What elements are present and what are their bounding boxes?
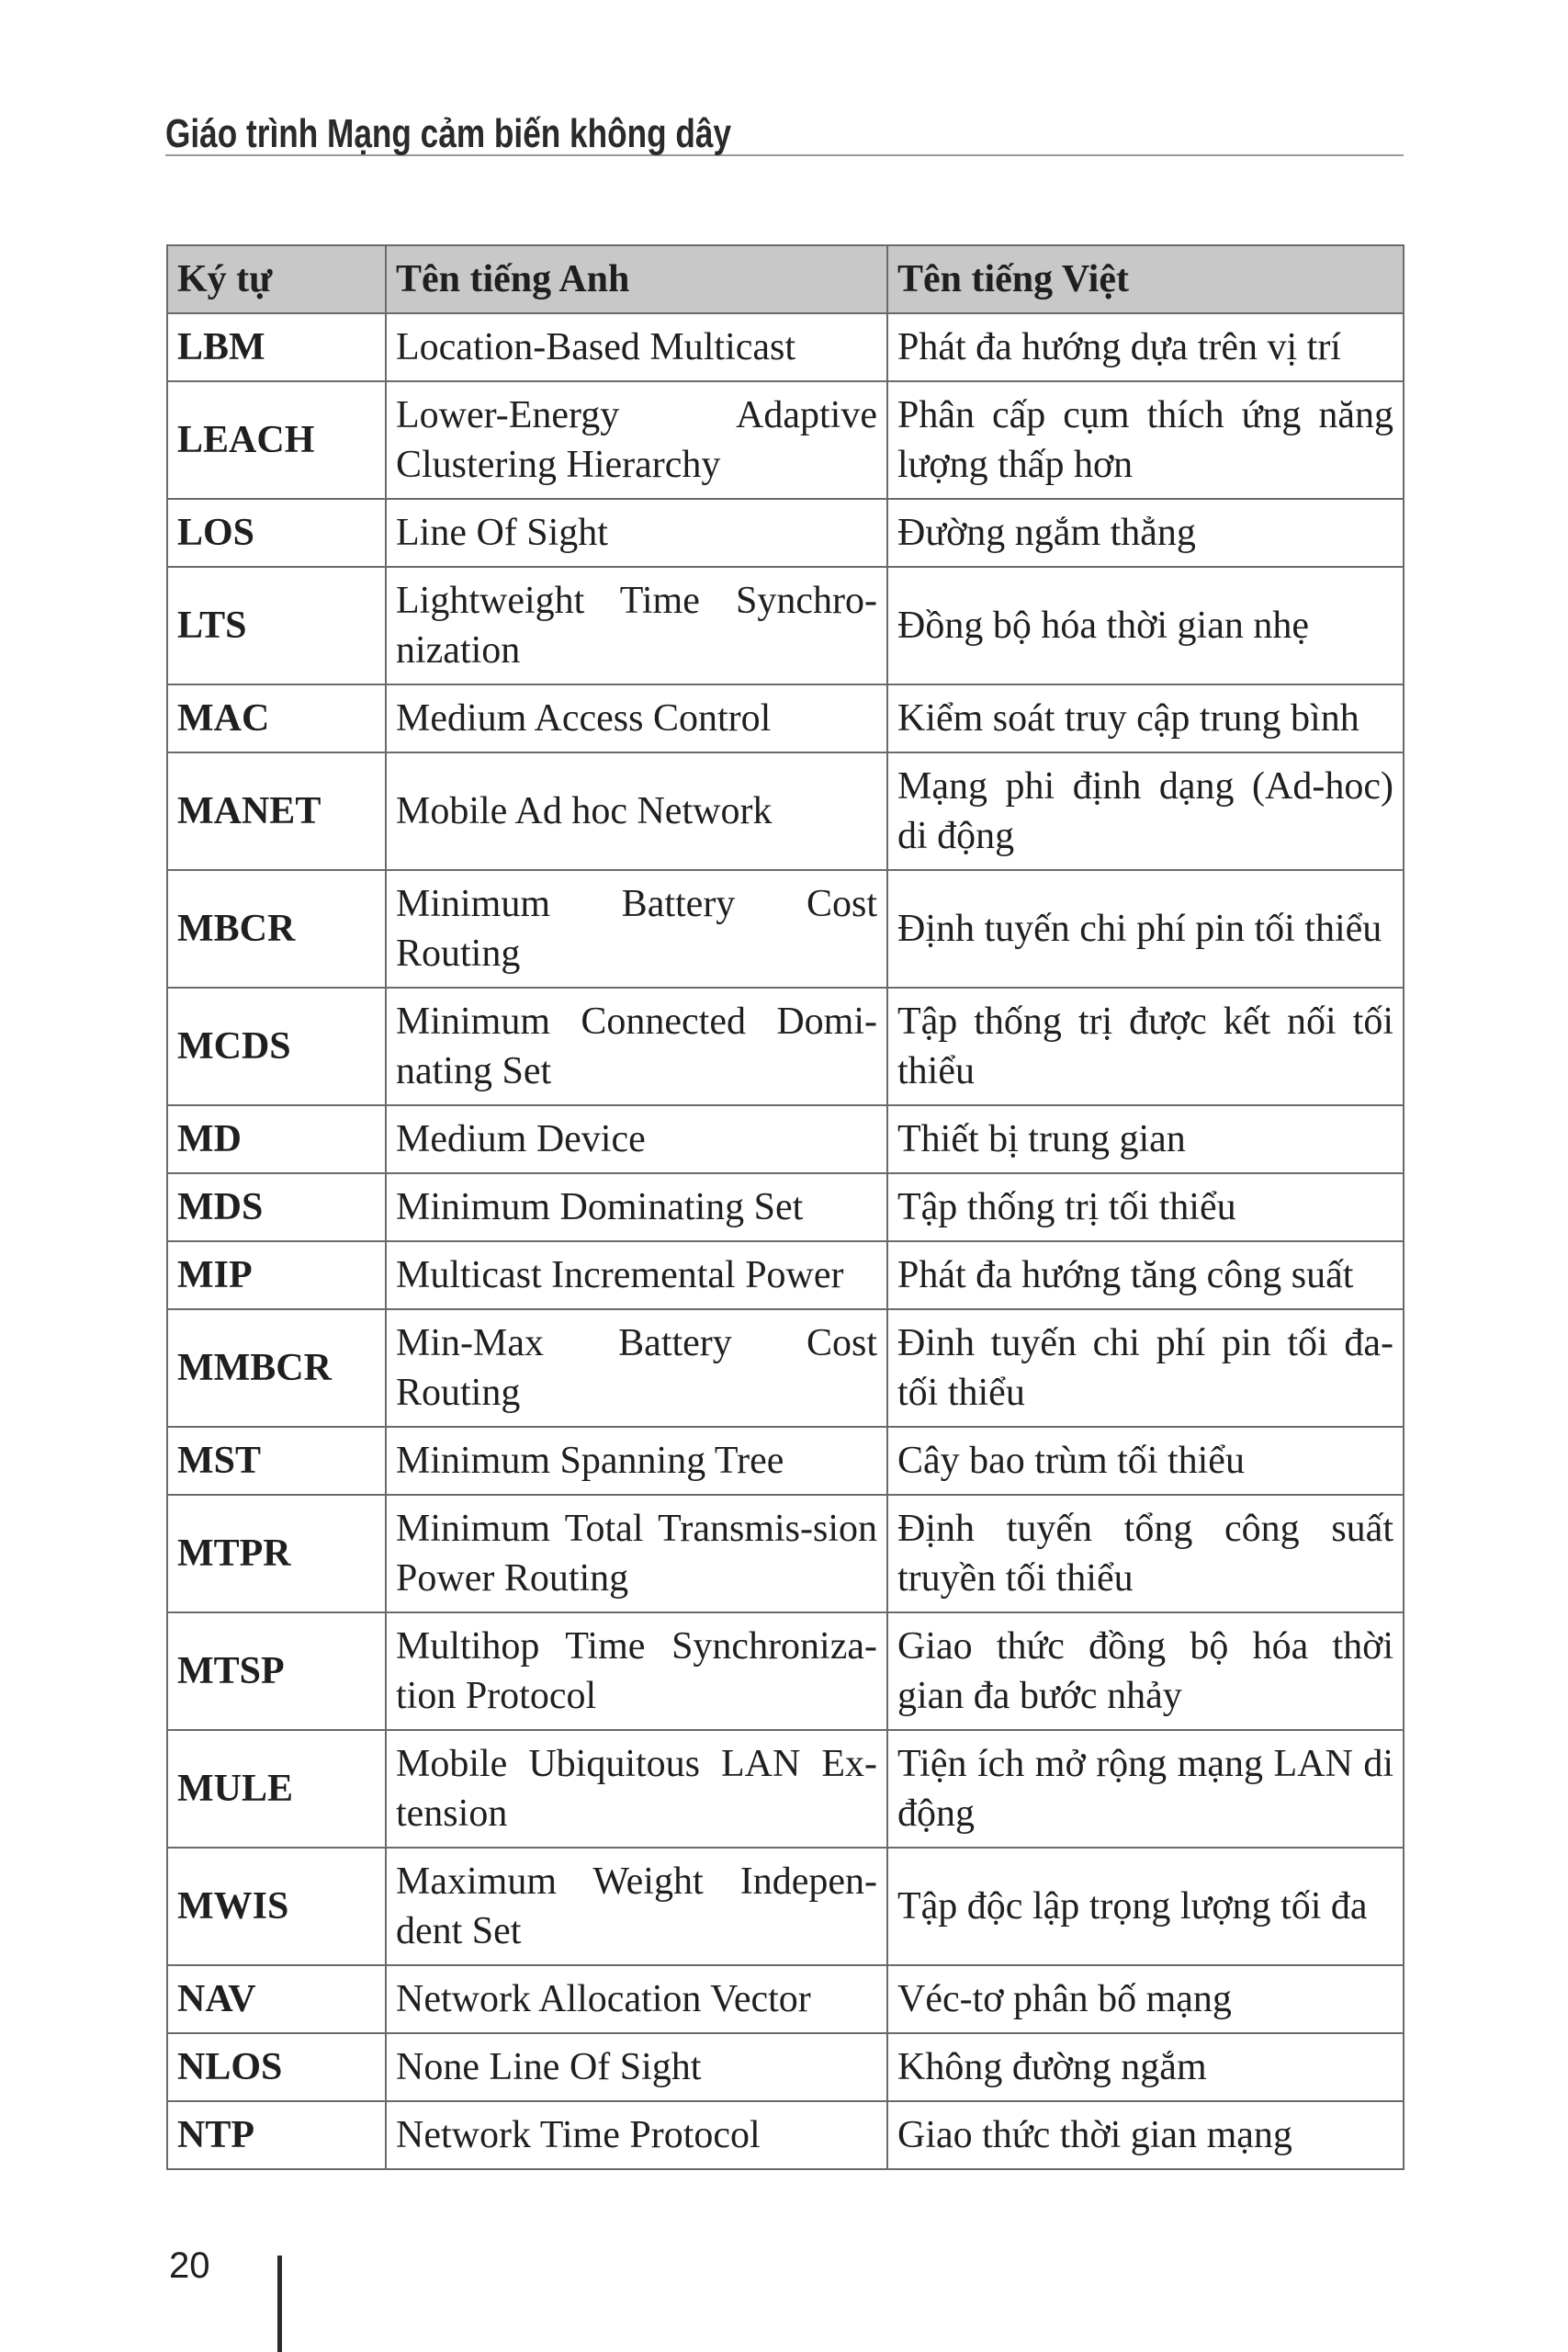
abbreviation-cell: MAC — [167, 684, 386, 752]
abbreviation-cell: NLOS — [167, 2033, 386, 2101]
abbreviation-cell: LEACH — [167, 381, 386, 499]
vietnamese-name-cell: Định tuyến chi phí pin tối thiểu — [887, 870, 1404, 988]
vietnamese-name-cell: Không đường ngắm — [887, 2033, 1404, 2101]
table-body — [167, 313, 1404, 2169]
english-name-cell: Multicast Incremental Power — [386, 1241, 887, 1309]
table-row — [167, 313, 1404, 381]
vietnamese-name-cell: Phân cấp cụm thích ứng năng lượng thấp hơn — [887, 381, 1404, 499]
english-name-cell: Lower-Energy Adaptive Clustering Hierarchy — [386, 381, 887, 499]
table-row — [167, 1427, 1404, 1495]
english-name-cell: Minimum Dominating Set — [386, 1173, 887, 1241]
english-name-cell: Minimum Total Transmis-sion Power Routing — [386, 1495, 887, 1612]
column-header-vietnamese-name: Tên tiếng Việt — [887, 245, 1404, 313]
vietnamese-name-cell: Tập thống trị được kết nối tối thiểu — [887, 988, 1404, 1105]
vietnamese-name-cell: Giao thức thời gian mạng — [887, 2101, 1404, 2169]
abbreviation-cell: MTSP — [167, 1612, 386, 1730]
table-row — [167, 752, 1404, 870]
english-name-cell: Minimum Spanning Tree — [386, 1427, 887, 1495]
abbreviation-cell: MDS — [167, 1173, 386, 1241]
english-name-cell: Network Time Protocol — [386, 2101, 887, 2169]
table-row — [167, 988, 1404, 1105]
english-name-cell: None Line Of Sight — [386, 2033, 887, 2101]
table-row — [167, 1612, 1404, 1730]
table-row — [167, 567, 1404, 684]
abbreviation-cell: MCDS — [167, 988, 386, 1105]
table-row — [167, 870, 1404, 988]
english-name-cell: Multihop Time Synchroniza-tion Protocol — [386, 1612, 887, 1730]
table-row — [167, 684, 1404, 752]
vietnamese-name-cell: Tập thống trị tối thiểu — [887, 1173, 1404, 1241]
table-row — [167, 1309, 1404, 1427]
english-name-cell: Line Of Sight — [386, 499, 887, 567]
vietnamese-name-cell: Phát đa hướng dựa trên vị trí — [887, 313, 1404, 381]
vietnamese-name-cell: Thiết bị trung gian — [887, 1105, 1404, 1173]
table-row — [167, 1730, 1404, 1848]
abbreviation-cell: LBM — [167, 313, 386, 381]
page-number: 20 — [169, 2245, 210, 2286]
english-name-cell: Minimum Connected Domi-nating Set — [386, 988, 887, 1105]
english-name-cell: Mobile Ad hoc Network — [386, 752, 887, 870]
abbreviation-cell: MIP — [167, 1241, 386, 1309]
table-row — [167, 499, 1404, 567]
abbreviation-cell: MTPR — [167, 1495, 386, 1612]
abbreviation-cell: MULE — [167, 1730, 386, 1848]
table-header-row — [167, 245, 1404, 313]
english-name-cell: Network Allocation Vector — [386, 1965, 887, 2033]
abbreviation-cell: MD — [167, 1105, 386, 1173]
vietnamese-name-cell: Mạng phi định dạng (Ad-hoc) di động — [887, 752, 1404, 870]
column-header-english-name: Tên tiếng Anh — [386, 245, 887, 313]
abbreviation-cell: MMBCR — [167, 1309, 386, 1427]
vietnamese-name-cell: Đồng bộ hóa thời gian nhẹ — [887, 567, 1404, 684]
abbreviation-table-container — [166, 244, 1403, 2170]
vietnamese-name-cell: Đường ngắm thẳng — [887, 499, 1404, 567]
vietnamese-name-cell: Tiện ích mở rộng mạng LAN di động — [887, 1730, 1404, 1848]
abbreviation-cell: MWIS — [167, 1848, 386, 1965]
abbreviation-cell: LOS — [167, 499, 386, 567]
table-row — [167, 2033, 1404, 2101]
vietnamese-name-cell: Cây bao trùm tối thiểu — [887, 1427, 1404, 1495]
table-row — [167, 2101, 1404, 2169]
english-name-cell: Lightweight Time Synchro-nization — [386, 567, 887, 684]
english-name-cell: Medium Access Control — [386, 684, 887, 752]
vietnamese-name-cell: Phát đa hướng tăng công suất — [887, 1241, 1404, 1309]
vietnamese-name-cell: Đinh tuyến chi phí pin tối đa-tối thiểu — [887, 1309, 1404, 1427]
abbreviation-cell: NAV — [167, 1965, 386, 2033]
abbreviation-cell: MST — [167, 1427, 386, 1495]
vietnamese-name-cell: Véc-tơ phân bố mạng — [887, 1965, 1404, 2033]
table-row — [167, 1848, 1404, 1965]
vietnamese-name-cell: Định tuyến tổng công suất truyền tối thiểu — [887, 1495, 1404, 1612]
english-name-cell: Medium Device — [386, 1105, 887, 1173]
table-row — [167, 1105, 1404, 1173]
english-name-cell: Maximum Weight Indepen-dent Set — [386, 1848, 887, 1965]
book-title: Giáo trình Mạng cảm biến không dây — [165, 111, 732, 156]
english-name-cell: Minimum Battery Cost Routing — [386, 870, 887, 988]
table-row — [167, 1965, 1404, 2033]
column-header-abbreviation: Ký tự — [167, 245, 386, 313]
running-header — [165, 99, 1404, 156]
vietnamese-name-cell: Kiểm soát truy cập trung bình — [887, 684, 1404, 752]
english-name-cell: Mobile Ubiquitous LAN Ex-tension — [386, 1730, 887, 1848]
english-name-cell: Min-Max Battery Cost Routing — [386, 1309, 887, 1427]
table-row — [167, 381, 1404, 499]
vietnamese-name-cell: Tập độc lập trọng lượng tối đa — [887, 1848, 1404, 1965]
english-name-cell: Location-Based Multicast — [386, 313, 887, 381]
abbreviation-cell: MBCR — [167, 870, 386, 988]
abbreviation-cell: LTS — [167, 567, 386, 684]
abbreviation-cell: NTP — [167, 2101, 386, 2169]
abbreviation-table — [166, 244, 1404, 2170]
table-row — [167, 1173, 1404, 1241]
abbreviation-cell: MANET — [167, 752, 386, 870]
page-number-rule — [277, 2256, 282, 2352]
table-row — [167, 1241, 1404, 1309]
table-row — [167, 1495, 1404, 1612]
vietnamese-name-cell: Giao thức đồng bộ hóa thời gian đa bước nhảy — [887, 1612, 1404, 1730]
